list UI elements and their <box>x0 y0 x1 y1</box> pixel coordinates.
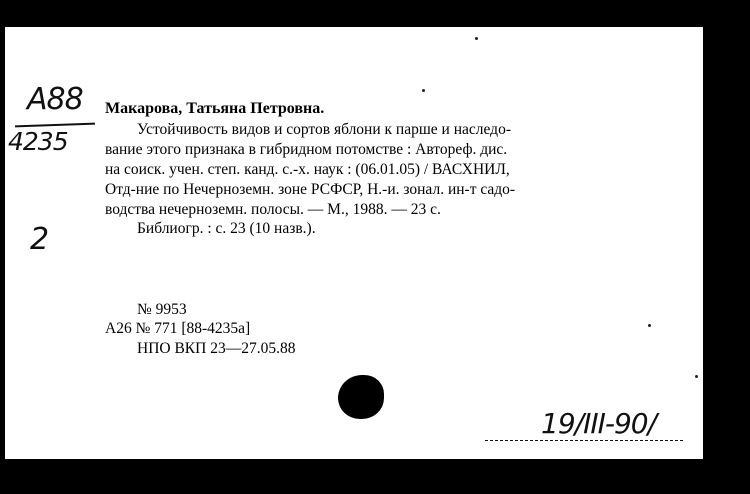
entry-number: № 9953 <box>137 301 187 318</box>
date-dashed-line <box>485 440 683 441</box>
speck <box>695 375 698 378</box>
handwritten-code-top: A88 <box>27 82 83 117</box>
entry-line-4: Отд-ние по Нечерноземн. зоне РСФСР, Н.-и. зонал. ин-т садо- <box>105 181 516 198</box>
speck <box>475 37 478 40</box>
entry-npo-stamp: НПО ВКП 23—27.05.88 <box>137 340 296 357</box>
speck <box>422 89 425 92</box>
entry-shelf-mark: А26 № 771 [88-4235а] <box>105 320 251 337</box>
handwritten-date: 19/III-90/ <box>541 407 657 440</box>
entry-line-5: водства нечерноземн. полосы. — М., 1988. — 23 с. <box>105 201 441 218</box>
entry-bibliography: Библиогр. : с. 23 (10 назв.). <box>137 220 316 237</box>
entry-line-3: на соиск. учен. степ. канд. с.-х. наук : (06.01.05) / ВАСХНИЛ, <box>105 161 510 178</box>
entry-line-2: вание этого признака в гибридном потомстве : Автореф. дис. <box>105 141 508 158</box>
speck <box>648 324 651 327</box>
catalog-card <box>5 27 703 459</box>
entry-author: Макарова, Татьяна Петровна. <box>105 100 325 117</box>
entry-line-1: Устойчивость видов и сортов яблони к парше и наследо- <box>137 121 511 138</box>
ink-blot <box>338 375 384 419</box>
handwritten-code-bottom: 4235 <box>8 127 68 156</box>
handwritten-mark: 2 <box>30 222 50 257</box>
